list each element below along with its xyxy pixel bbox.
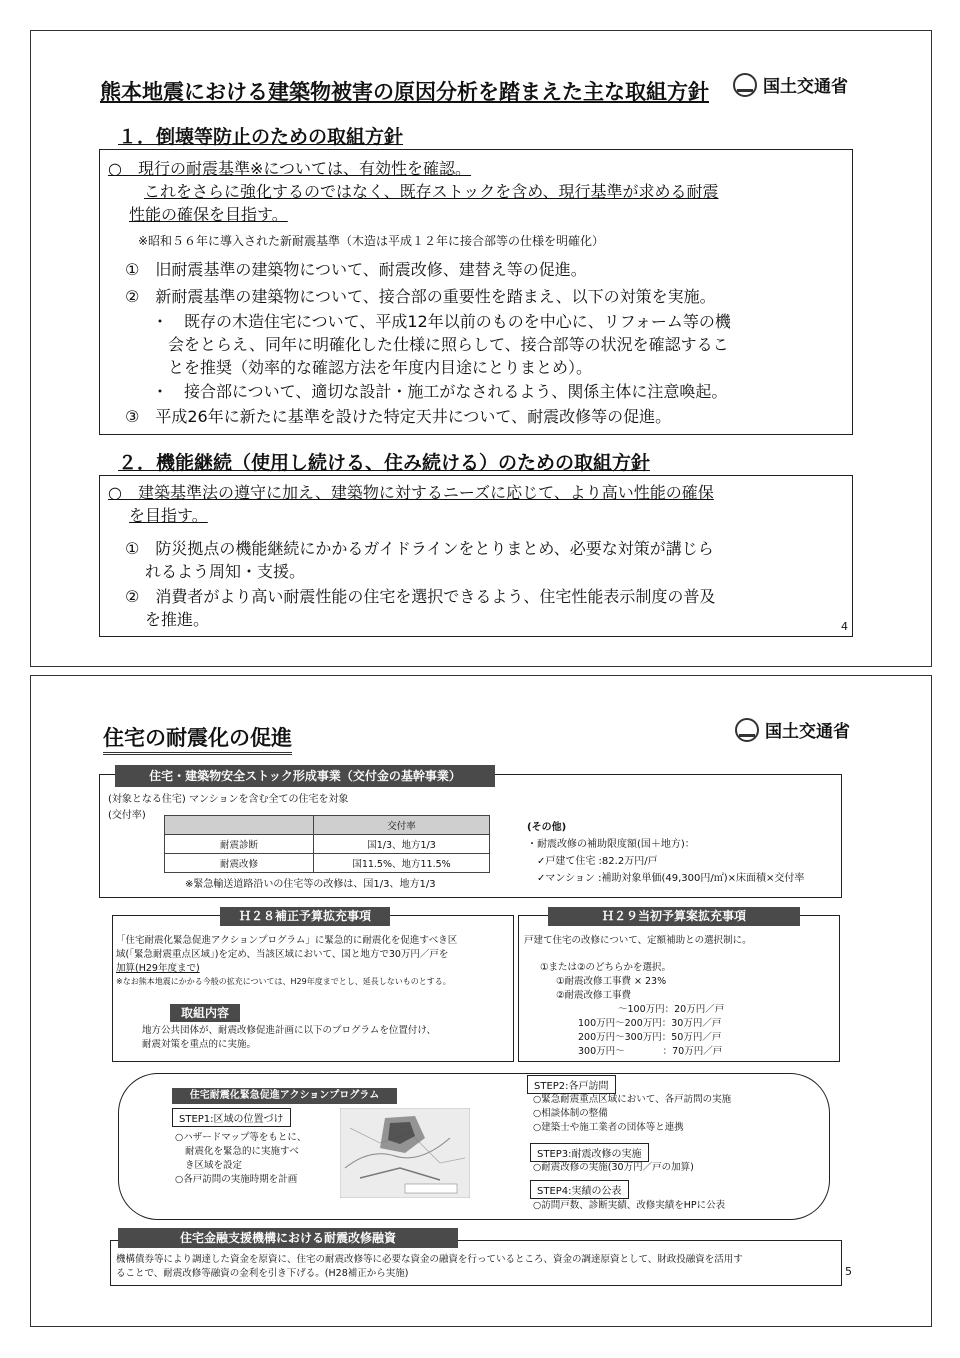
step2-line-a: ○緊急耐震重点区域において、各戸訪問の実施 — [533, 1094, 732, 1105]
table-row — [165, 854, 490, 873]
slide2-logo — [735, 717, 850, 742]
sec1-sub-1c: とを推奨（効率的な確認方法を年度内目途にとりまとめ）。 — [168, 358, 593, 377]
action-program-title: 住宅耐震化緊急促進アクションプログラム — [172, 1088, 397, 1104]
step1-label: STEP1:区域の位置づけ — [172, 1108, 291, 1127]
step4-line-a: ○訪問戸数、診断実績、改修実績をHPに公表 — [533, 1200, 726, 1211]
slide1-logo — [733, 72, 848, 97]
slide2-page-number: 5 — [845, 1265, 852, 1278]
sec1-sub-1a: ・ 既存の木造住宅について、平成12年以前のものを中心に、リフォーム等の機 — [152, 312, 731, 331]
mlit-logo-icon — [733, 73, 757, 97]
sec1-sub-1b: 会をとらえ、同年に明確化した仕様に照らして、接合部等の状況を確認するこ — [168, 335, 729, 354]
h29-line-2: ①または②のどちらかを選択。 — [540, 962, 672, 973]
table-cell: 耐震診断 — [165, 835, 314, 854]
other-line-3: ✓マンション :補助対象単価(49,300円/㎡)×床面積×交付率 — [537, 873, 805, 884]
table-cell: 国1/3、地方1/3 — [314, 835, 490, 854]
h29-line-1: 戸建て住宅の改修について、定額補助との選択制に。 — [524, 935, 752, 946]
other-label: (その他) — [527, 822, 567, 833]
table-cell: 交付率 — [314, 816, 490, 835]
step1-line-a: ○ハザードマップ等をもとに、 — [175, 1132, 307, 1143]
sec1-lead-1: ○ 現行の耐震基準※については、有効性を確認。 — [108, 159, 472, 178]
step1-line-c: き区域を設定 — [185, 1160, 243, 1171]
sec1-heading: １．倒壊等防止のための取組方針 — [118, 126, 404, 148]
table-note: ※緊急輸送道路沿いの住宅等の改修は、国1/3、地方1/3 — [185, 879, 436, 890]
slide1-page-number: 4 — [841, 620, 848, 633]
h28-line-4: ※なお熊本地震にかかる今般の拡充については、H29年度までとし、延長しないものとする。 — [116, 977, 451, 986]
h29-line-6: 100万円～200万円：30万円／戸 — [578, 1018, 722, 1029]
sec1-item-3: ③ 平成26年に新たに基準を設けた特定天井について、耐震改修等の促進。 — [125, 407, 672, 426]
h28-line-1: 「住宅耐震化緊急促進アクションプログラム」に緊急的に耐震化を促進すべき区 — [116, 935, 458, 946]
step4-label: STEP4:実績の公表 — [530, 1180, 629, 1199]
h29-line-4: ②耐震改修工事費 — [556, 990, 632, 1001]
h28-line-3: 加算(H29年度まで) — [116, 963, 200, 974]
step1-line-b: 耐震化を緊急的に実施すべ — [185, 1146, 299, 1157]
program-bar: 住宅・建築物安全ストック形成事業（交付金の基幹事業） — [115, 765, 495, 787]
sec2-item-2a: ② 消費者がより高い耐震性能の住宅を選択できるよう、住宅性能表示制度の普及 — [125, 587, 716, 606]
sec2-item-2b: を推進。 — [145, 610, 210, 629]
sec1-lead-2: これをさらに強化するのではなく、既存ストックを含め、現行基準が求める耐震 — [144, 182, 719, 201]
area-map-illustration — [340, 1108, 470, 1198]
torikumi-label: 取組内容 — [170, 1004, 240, 1022]
step2-label: STEP2:各戸訪問 — [527, 1075, 616, 1094]
table-cell — [165, 816, 314, 835]
logo-text: 国土交通省 — [765, 722, 850, 742]
step1-line-d: ○各戸訪問の実施時期を計画 — [175, 1174, 298, 1185]
mlit-logo-icon — [735, 718, 759, 742]
h28-line-2: 域(「緊急耐震重点区域」)を定め、当該区域において、国と地方で30万円／戸を — [116, 949, 449, 960]
finance-line-1: 機構債券等により調達した資金を原資に、住宅の耐震改修等に必要な資金の融資を行っているところ、資金の調達原資として、財政投融資を活用す — [116, 1254, 743, 1265]
h29-line-7: 200万円～300万円：50万円／戸 — [578, 1032, 722, 1043]
sec2-lead-1: ○ 建築基準法の遵守に加え、建築物に対するニーズに応じて、より高い性能の確保 — [108, 483, 714, 502]
finance-bar: 住宅金融支援機構における耐震改修融資 — [118, 1228, 458, 1248]
sec1-sub-2: ・ 接合部について、適切な設計・施工がなされるよう、関係主体に注意喚起。 — [152, 382, 728, 401]
sec1-item-2: ② 新耐震基準の建築物について、接合部の重要性を踏まえ、以下の対策を実施。 — [125, 287, 716, 306]
step2-line-c: ○建築士や施工業者の団体等と連携 — [533, 1122, 684, 1133]
step3-line-a: ○耐震改修の実施(30万円／戸の加算) — [533, 1162, 694, 1173]
h29-line-8: 300万円～ ：70万円／戸 — [578, 1046, 723, 1057]
sec2-heading: ２．機能継続（使用し続ける、住み続ける）のための取組方針 — [118, 452, 651, 474]
slide1-title: 熊本地震における建築物被害の原因分析を踏まえた主な取組方針 — [100, 80, 709, 104]
rate-table — [164, 815, 490, 873]
sec2-item-1a: ① 防災拠点の機能継続にかかるガイドラインをとりまとめ、必要な対策が講じら — [125, 539, 714, 558]
sec2-item-1b: れるよう周知・支援。 — [145, 562, 306, 581]
h28-bar: Ｈ２８補正予算拡充事項 — [220, 907, 390, 926]
h29-line-5: ～100万円：20万円／戸 — [618, 1004, 725, 1015]
other-line-1: ・耐震改修の補助限度額(国＋地方)： — [527, 839, 695, 850]
h29-bar: Ｈ２９当初予算案拡充事項 — [548, 907, 800, 926]
finance-line-2: ることで、耐震改修等融資の金利を引き下げる。(H28補正から実施) — [116, 1268, 409, 1279]
step3-label: STEP3:耐震改修の実施 — [530, 1143, 649, 1162]
program-rate-label: (交付率) — [108, 810, 146, 821]
sec1-item-1: ① 旧耐震基準の建築物について、耐震改修、建替え等の促進。 — [125, 260, 587, 279]
h29-line-3: ①耐震改修工事費 × 23% — [556, 976, 667, 987]
sec1-note: ※昭和５６年に導入された新耐震基準（木造は平成１２年に接合部等の仕様を明確化） — [138, 234, 605, 248]
table-cell: 耐震改修 — [165, 854, 314, 873]
torikumi-line-1: 地方公共団体が、耐震改修促進計画に以下のプログラムを位置付け、 — [142, 1025, 437, 1036]
other-line-2: ✓戸建て住宅 :82.2万円/戸 — [537, 856, 658, 867]
slide2-title: 住宅の耐震化の促進 — [103, 722, 292, 755]
table-row — [165, 835, 490, 854]
program-target: (対象となる住宅) マンションを含む全ての住宅を対象 — [108, 794, 349, 805]
rate-table-header — [165, 816, 490, 835]
table-cell: 国11.5%、地方11.5% — [314, 854, 490, 873]
sec1-lead-3: 性能の確保を目指す。 — [129, 205, 288, 224]
torikumi-line-2: 耐震対策を重点的に実施。 — [142, 1039, 257, 1050]
logo-text: 国土交通省 — [763, 77, 848, 97]
sec2-lead-2: を目指す。 — [129, 506, 208, 525]
step2-line-b: ○相談体制の整備 — [533, 1108, 608, 1119]
